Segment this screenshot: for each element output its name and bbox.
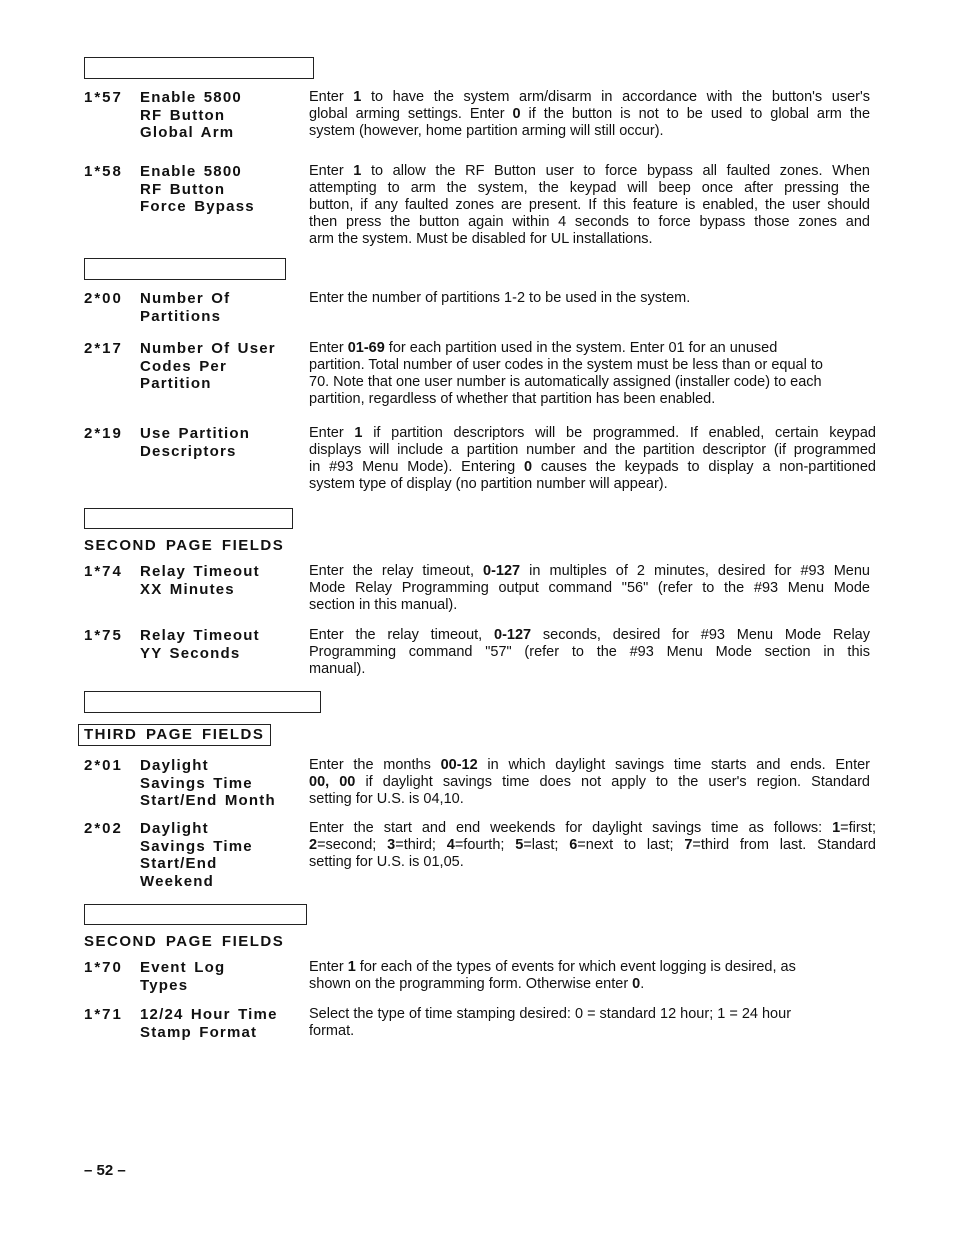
description-text: Enter (309, 340, 348, 356)
section-title-box-4 (84, 691, 321, 713)
description-line (309, 1006, 870, 1023)
section-title-box-3 (84, 508, 293, 529)
description-text: attempting to arm the system, the keypad will beep once after pressing the (309, 180, 870, 196)
field-description (309, 163, 870, 248)
field-code: 1*58 (84, 163, 123, 180)
field-label-line: Descriptors (140, 442, 237, 460)
description-text: manual). (309, 661, 366, 677)
description-line (309, 106, 870, 123)
field-code: 2*17 (84, 340, 123, 357)
field-code: 1*70 (84, 959, 123, 976)
description-text: =third; (395, 837, 447, 853)
field-code: 1*74 (84, 563, 123, 580)
bold-value: 6 (569, 837, 578, 853)
field-label (140, 89, 242, 142)
description-text: Select the type of time stamping desired: 0 = standard 12 hour; 1 = 24 hour (309, 1006, 792, 1022)
field-code: 2*00 (84, 290, 123, 307)
page-number: – 52 – (84, 1162, 126, 1179)
description-text: =first; (840, 820, 876, 836)
description-text: =last; (523, 837, 570, 853)
description-text: to have the system arm/disarm in accordance with the button's user's (361, 89, 871, 105)
description-line (309, 1023, 870, 1040)
bold-value: 0 (632, 976, 641, 992)
bold-value: 00-12 (440, 757, 478, 773)
bold-value: 1 (353, 163, 362, 179)
description-line (309, 231, 870, 248)
bold-value: 2 (309, 837, 318, 853)
description-line (309, 820, 876, 837)
description-text: to allow the RF Button user to force bypass all faulted zones. When (361, 163, 870, 179)
field-description (309, 290, 876, 307)
description-line (309, 837, 876, 854)
description-line (309, 89, 870, 106)
description-line (309, 391, 876, 408)
field-description (309, 627, 870, 678)
field-label-line: Relay Timeout (140, 563, 260, 580)
field-label-line: Relay Timeout (140, 627, 260, 644)
description-line (309, 197, 870, 214)
field-label-line: RF Button (140, 180, 226, 198)
description-text: partition. Total number of user codes in the system must be less than or equal to (309, 357, 823, 373)
description-text: Enter the start and end weekends for daylight savings time as follows: (309, 820, 833, 836)
description-line (309, 580, 870, 597)
description-text: 70. Note that one user number is automatically assigned (installer code) to each (309, 374, 822, 390)
description-line (309, 644, 870, 661)
description-text: then press the button again within 4 seconds to force bypass those zones and (309, 214, 870, 230)
description-text: arm the system. Must be disabled for UL installations. (309, 231, 653, 247)
field-label-line: Start/End Month (140, 792, 276, 809)
description-text: causes the keypads to display a non-partitioned (532, 459, 876, 475)
description-text: Enter (309, 89, 354, 105)
description-text: setting for U.S. is 04,10. (309, 791, 464, 807)
description-text: =next to last; (577, 837, 685, 853)
field-label (140, 163, 255, 216)
description-text: for each of the types of events for which event logging is desired, as (355, 959, 796, 975)
description-line (309, 180, 870, 197)
description-line (309, 854, 876, 871)
section-heading: SECOND PAGE FIELDS (84, 933, 285, 950)
description-line (309, 976, 870, 993)
field-label (140, 1006, 278, 1041)
section-title-box-5 (84, 904, 307, 925)
field-code: 2*01 (84, 757, 123, 774)
field-label-line: Savings Time (140, 774, 253, 792)
field-label-line: Daylight (140, 820, 209, 837)
field-label-line: Daylight (140, 757, 209, 774)
bold-value: 01-69 (347, 340, 385, 356)
description-text: Enter the number of partitions 1-2 to be used in the system. (309, 290, 691, 306)
description-text: if the button is not to be used to global arm the (520, 106, 871, 122)
description-text: partition, regardless of whether that partition has been enabled. (309, 391, 716, 407)
field-code: 2*02 (84, 820, 123, 837)
field-label (140, 757, 276, 810)
description-line (309, 357, 876, 374)
description-text: button, if any faulted zones are present. If this feature is enabled, the user should (309, 197, 870, 213)
section-heading: SECOND PAGE FIELDS (84, 537, 285, 554)
field-label-line: Number Of User (140, 340, 276, 357)
bold-value: 5 (515, 837, 524, 853)
description-text: . (640, 976, 645, 992)
description-line (309, 627, 870, 644)
field-label (140, 290, 230, 325)
field-description (309, 757, 870, 808)
field-label (140, 820, 253, 890)
field-label-line: Codes Per (140, 357, 227, 375)
description-text: Enter (309, 163, 354, 179)
description-line (309, 563, 870, 580)
bold-value: 1 (347, 959, 356, 975)
field-label-line: Global Arm (140, 124, 235, 141)
bold-value: 3 (387, 837, 396, 853)
description-line (309, 757, 870, 774)
bold-value: 0 (512, 106, 521, 122)
field-label-line: 12/24 Hour Time (140, 1006, 278, 1023)
field-code: 1*75 (84, 627, 123, 644)
section-title-box-2 (84, 258, 286, 280)
field-description (309, 425, 876, 493)
description-line (309, 214, 870, 231)
bold-value: 0-127 (494, 627, 532, 643)
description-line (309, 597, 870, 614)
field-label-line: Use Partition (140, 425, 251, 442)
description-line (309, 774, 870, 791)
description-text: =fourth; (454, 837, 516, 853)
description-text: shown on the programming form. Otherwise enter (309, 976, 633, 992)
description-text: setting for U.S. is 01,05. (309, 854, 464, 870)
field-code: 1*71 (84, 1006, 123, 1023)
field-label-line: Force Bypass (140, 198, 255, 215)
description-text: if partition descriptors will be programmed. If enabled, certain keypad (362, 425, 876, 441)
description-line (309, 959, 870, 976)
field-label-line: Partitions (140, 307, 222, 325)
description-text: Enter (309, 425, 355, 441)
field-label-line: Enable 5800 (140, 89, 242, 106)
field-label-line: YY Seconds (140, 644, 241, 662)
field-label (140, 959, 225, 994)
field-label (140, 425, 250, 460)
description-line (309, 290, 876, 307)
field-label (140, 627, 260, 662)
description-text: if daylight savings time does not apply to the user's region. Standard (355, 774, 870, 790)
field-label-line: Stamp Format (140, 1023, 258, 1041)
description-text: in which daylight savings time starts and ends. Enter (477, 757, 871, 773)
field-label-line: Enable 5800 (140, 163, 242, 180)
description-line (309, 163, 870, 180)
field-code: 2*19 (84, 425, 123, 442)
field-label-line: Number Of (140, 290, 231, 307)
bold-value: 1 (353, 89, 362, 105)
field-label (140, 563, 260, 598)
description-line (309, 374, 876, 391)
field-description (309, 959, 870, 993)
description-text: displays will include a partition number and the partition descriptor (if programmed (309, 442, 876, 458)
bold-value: 00, 00 (309, 774, 356, 790)
description-text: in multiples of 2 minutes, desired for #93 Menu (520, 563, 870, 579)
field-label-line: Partition (140, 375, 212, 392)
description-text: format. (309, 1023, 355, 1039)
description-text: global arming settings. Enter (309, 106, 513, 122)
description-text: system (however, home partition arming will still occur). (309, 123, 664, 139)
bold-value: 7 (684, 837, 693, 853)
description-line (309, 442, 876, 459)
description-text: Enter the months (309, 757, 441, 773)
description-line (309, 476, 876, 493)
field-label-line: RF Button (140, 106, 226, 124)
description-text: Enter the relay timeout, (309, 563, 484, 579)
description-text: Enter the relay timeout, (309, 627, 495, 643)
field-description (309, 340, 876, 408)
description-line (309, 340, 876, 357)
description-line (309, 791, 870, 808)
field-label-line: Start/End (140, 855, 218, 872)
field-label-line: Savings Time (140, 837, 253, 855)
description-text: Programming command "57" (refer to the #93 Menu Mode section in this (309, 644, 870, 660)
bold-value: 1 (832, 820, 841, 836)
field-description (309, 563, 870, 614)
field-label-line: Types (140, 976, 189, 994)
bold-value: 4 (446, 837, 455, 853)
description-line (309, 459, 876, 476)
field-description (309, 820, 876, 871)
bold-value: 0-127 (483, 563, 521, 579)
description-text: seconds, desired for #93 Menu Mode Relay (531, 627, 870, 643)
description-text: in #93 Menu Mode). Entering (309, 459, 525, 475)
description-line (309, 425, 876, 442)
description-line (309, 661, 870, 678)
section-title-box-1 (84, 57, 314, 79)
field-description (309, 1006, 870, 1040)
section-heading-boxed: THIRD PAGE FIELDS (78, 724, 271, 746)
bold-value: 1 (354, 425, 363, 441)
description-text: system type of display (no partition number will appear). (309, 476, 668, 492)
field-description (309, 89, 870, 140)
field-label-line: XX Minutes (140, 580, 235, 598)
description-text: =third from last. Standard (692, 837, 876, 853)
description-line (309, 123, 870, 140)
field-code: 1*57 (84, 89, 123, 106)
description-text: =second; (317, 837, 388, 853)
bold-value: 0 (524, 459, 533, 475)
description-text: Mode Relay Programming output command "56" (refer to the #93 Menu Mode (309, 580, 870, 596)
field-label-line: Event Log (140, 959, 226, 976)
field-label (140, 340, 276, 393)
description-text: section in this manual). (309, 597, 458, 613)
description-text: Enter (309, 959, 348, 975)
field-label-line: Weekend (140, 872, 214, 890)
description-text: for each partition used in the system. Enter 01 for an unused (384, 340, 778, 356)
